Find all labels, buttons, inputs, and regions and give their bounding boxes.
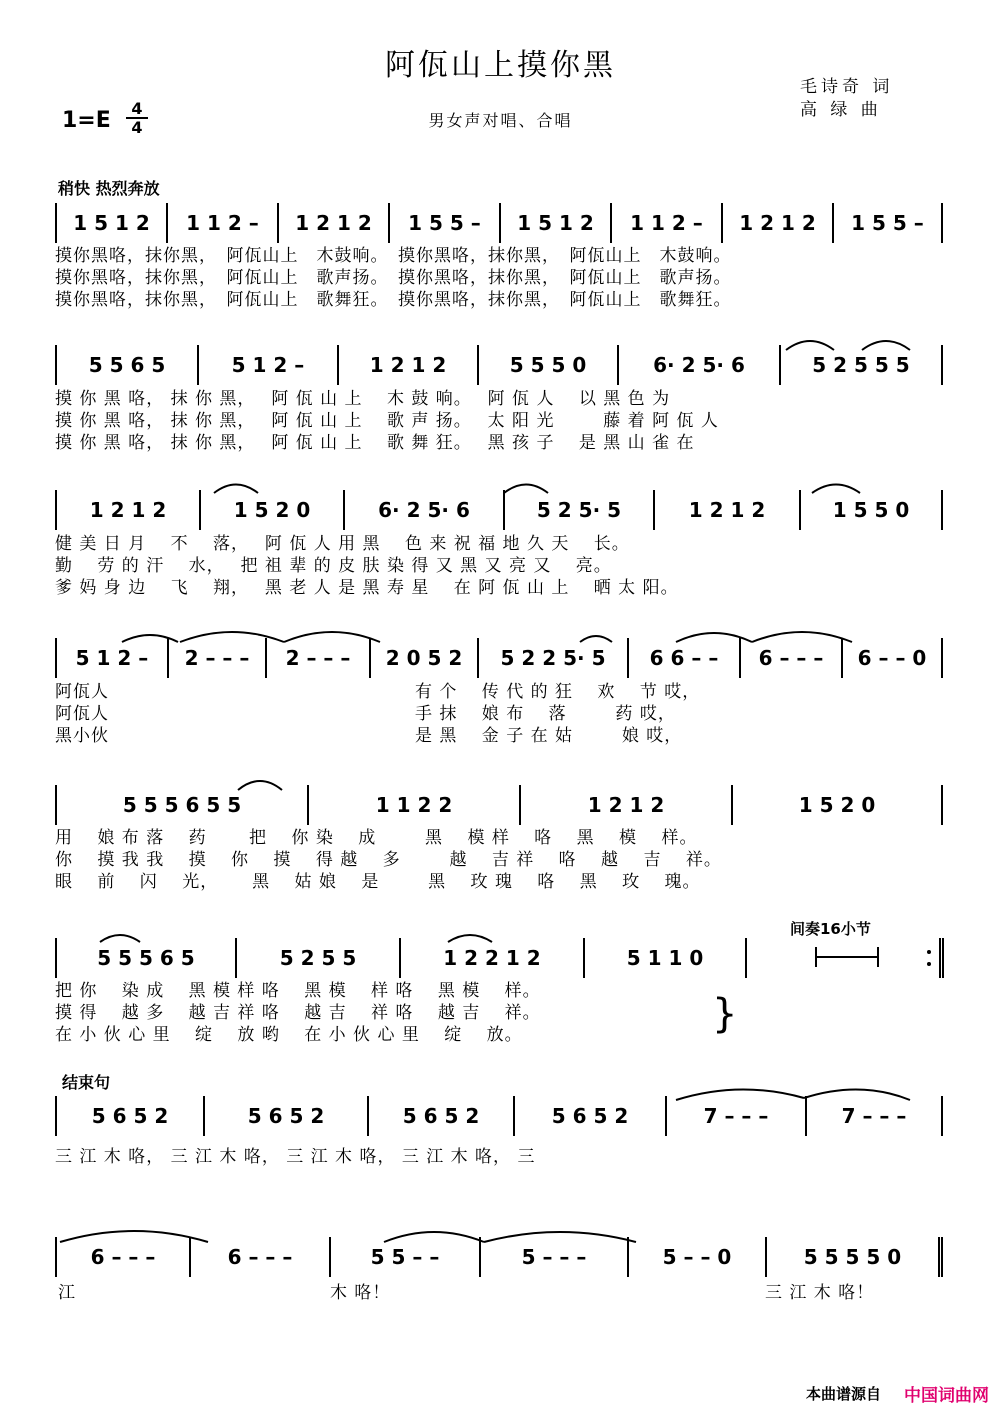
- measure: 1 1 2 2: [309, 785, 521, 825]
- lyric-line: 在 小 伙 心 里 绽 放 哟 在 小 伙 心 里 绽 放。: [55, 1025, 523, 1045]
- measure: 1 5 1 2: [57, 203, 168, 243]
- lyric-line: 眼 前 闪 光， 黑 姑 娘 是 黑 玫 瑰 咯 黑 玫 瑰。: [55, 872, 701, 892]
- measure: 6 – – –: [191, 1237, 331, 1277]
- measure: 5 2 5· 5: [505, 490, 655, 530]
- lyric-line: 用 娘 布 落 药 把 你 染 成 黑 模 样 咯 黑 模 样。: [55, 828, 698, 848]
- measure: 5 6 5 2: [57, 1096, 205, 1136]
- tie: [60, 1231, 208, 1242]
- lyric-line: 手 抹 娘 布 落 药 哎，: [415, 704, 676, 724]
- measure: 5 5 – –: [331, 1237, 481, 1277]
- measure: 1 2 1 2: [279, 203, 390, 243]
- lyric-line: 木 咯！: [330, 1283, 391, 1303]
- slur: [786, 341, 834, 350]
- lyric-line: 有 个 传 代 的 狂 欢 节 哎，: [415, 682, 701, 702]
- measure: 1 5 5 –: [390, 203, 501, 243]
- measure: 6 6 – –: [629, 638, 741, 678]
- brace-icon: }: [712, 991, 738, 1037]
- lyric-line: 摸 得 越 多 越 吉 祥 咯 越 吉 祥 咯 越 吉 祥。: [55, 1003, 541, 1023]
- slur: [100, 935, 140, 942]
- lyric-line: 摸你黑咯，抹你黑， 阿佤山上 歌声扬。 摸你黑咯，抹你黑， 阿佤山上 歌声扬。: [55, 268, 732, 288]
- subtitle: 男女声对唱、合唱: [428, 111, 573, 130]
- measure: 5 6 5 2: [369, 1096, 515, 1136]
- tie: [484, 1232, 636, 1242]
- measure: 2 0 5 2: [371, 638, 479, 678]
- lyric-line: 摸你黑咯，抹你黑， 阿佤山上 木鼓响。 摸你黑咯，抹你黑， 阿佤山上 木鼓响。: [55, 246, 732, 266]
- measure: 5 5 5 6 5: [57, 938, 237, 978]
- slur: [238, 781, 282, 790]
- tie: [284, 632, 380, 642]
- measure: 1 5 1 2: [501, 203, 612, 243]
- measure: 1 1 2 –: [612, 203, 723, 243]
- measure: 1 2 1 2: [339, 345, 479, 385]
- measure: 5 5 5 5 0: [767, 1237, 943, 1277]
- measure: 5 1 1 0: [585, 938, 747, 978]
- measure: 7 – – –: [807, 1096, 943, 1136]
- tie: [752, 632, 852, 642]
- tie: [676, 1089, 804, 1100]
- measure: 6· 2 5· 6: [619, 345, 781, 385]
- lyric-line: 把 你 染 成 黑 模 样 咯 黑 模 样 咯 黑 模 样。: [55, 981, 541, 1001]
- measure: 1 1 2 –: [168, 203, 279, 243]
- tie: [676, 633, 752, 642]
- measure: 5 2 5 5 5: [781, 345, 943, 385]
- measure: 5 – – 0: [629, 1237, 767, 1277]
- slur: [812, 485, 860, 494]
- measure: 6· 2 5· 6: [345, 490, 505, 530]
- measure: 5 5 5 0: [479, 345, 619, 385]
- measure: 6 – – 0: [843, 638, 943, 678]
- slur: [448, 935, 492, 942]
- measure: 1 2 1 2: [723, 203, 834, 243]
- lyricist: 毛诗奇 词: [800, 77, 894, 97]
- measure: 1 2 2 1 2: [401, 938, 585, 978]
- tie: [122, 635, 178, 642]
- measure: 5 2 2 5· 5: [479, 638, 629, 678]
- meter-top: 4: [131, 99, 143, 118]
- measure: 1 5 2 0: [201, 490, 345, 530]
- tie: [180, 632, 284, 642]
- measure: 2 – – –: [267, 638, 371, 678]
- measure: 5 1 2 –: [199, 345, 339, 385]
- lyric-line: 你 摸 我 我 摸 你 摸 得 越 多 越 吉 祥 咯 越 吉 祥。: [55, 850, 722, 870]
- measure: 5 – – –: [481, 1237, 629, 1277]
- key-signature: 1=E: [62, 108, 111, 133]
- measure: 5 5 5 6 5 5: [57, 785, 309, 825]
- lyric-line: 江: [58, 1283, 76, 1303]
- tempo-marking: 稍快 热烈奔放: [58, 179, 160, 198]
- lyric-line: 黑小伙: [55, 726, 109, 746]
- meter-bottom: 4: [126, 117, 148, 136]
- measure: 1 5 5 0: [801, 490, 943, 530]
- measure: 1 2 1 2: [57, 490, 201, 530]
- source-note: 本曲谱源自: [805, 1385, 881, 1403]
- measure: 7 – – –: [667, 1096, 807, 1136]
- interlude-label: 间奏16小节: [790, 920, 871, 938]
- measure: 5 2 5 5: [237, 938, 401, 978]
- slur: [580, 636, 612, 642]
- slur: [214, 485, 258, 494]
- slur: [504, 485, 548, 494]
- measure: 1 2 1 2: [655, 490, 801, 530]
- measure: 1 5 2 0: [733, 785, 943, 825]
- lyric-line: 摸 你 黑 咯， 抹 你 黑， 阿 佤 山 上 歌 舞 狂。 黑 孩 子 是 黑 山 雀 在: [55, 433, 695, 453]
- measure: 6 – – –: [57, 1237, 191, 1277]
- lyric-line: 摸 你 黑 咯， 抹 你 黑， 阿 佤 山 上 歌 声 扬。 太 阳 光 藤 着 阿 佤 人: [55, 411, 719, 431]
- lyric-line: 摸你黑咯，抹你黑， 阿佤山上 歌舞狂。 摸你黑咯，抹你黑， 阿佤山上 歌舞狂。: [55, 290, 732, 310]
- lyric-line: 阿佤人: [55, 682, 109, 702]
- tie: [804, 1089, 910, 1100]
- lyric-line: 阿佤人: [55, 704, 109, 724]
- slur: [862, 341, 910, 350]
- composer: 高 绿 曲: [800, 100, 882, 120]
- measure: 5 5 6 5: [57, 345, 199, 385]
- measure: 5 6 5 2: [515, 1096, 667, 1136]
- measure: 1 5 5 –: [834, 203, 943, 243]
- lyric-line: 摸 你 黑 咯， 抹 你 黑， 阿 佤 山 上 木 鼓 响。 阿 佤 人 以 黑 色 为: [55, 389, 671, 409]
- measure: 5 6 5 2: [205, 1096, 369, 1136]
- lyric-line: 健 美 日 月 不 落， 阿 佤 人 用 黑 色 来 祝 福 地 久 天 长。: [55, 534, 630, 554]
- measure: 5 1 2 –: [57, 638, 169, 678]
- lyric-line: 勤 劳 的 汗 水， 把 祖 辈 的 皮 肤 染 得 又 黑 又 亮 又 亮。: [55, 556, 612, 576]
- measure: 2 – – –: [169, 638, 267, 678]
- lyric-line: 是 黑 金 子 在 姑 娘 哎，: [415, 726, 683, 746]
- lyric-line: 爹 妈 身 边 飞 翔， 黑 老 人 是 黑 寿 星 在 阿 佤 山 上 晒 太 阳。: [55, 578, 679, 598]
- coda-label: 结束句: [62, 1073, 111, 1092]
- measure: 1 2 1 2: [521, 785, 733, 825]
- lyric-line: 三 江 木 咯！: [765, 1283, 875, 1303]
- site-watermark[interactable]: 中国词曲网: [904, 1386, 989, 1406]
- measure: 6 – – –: [741, 638, 843, 678]
- lyric-line: 三 江 木 咯， 三 江 木 咯， 三 江 木 咯， 三 江 木 咯， 三: [55, 1147, 536, 1167]
- tie: [384, 1232, 484, 1242]
- page-title: 阿佤山上摸你黑: [385, 48, 616, 83]
